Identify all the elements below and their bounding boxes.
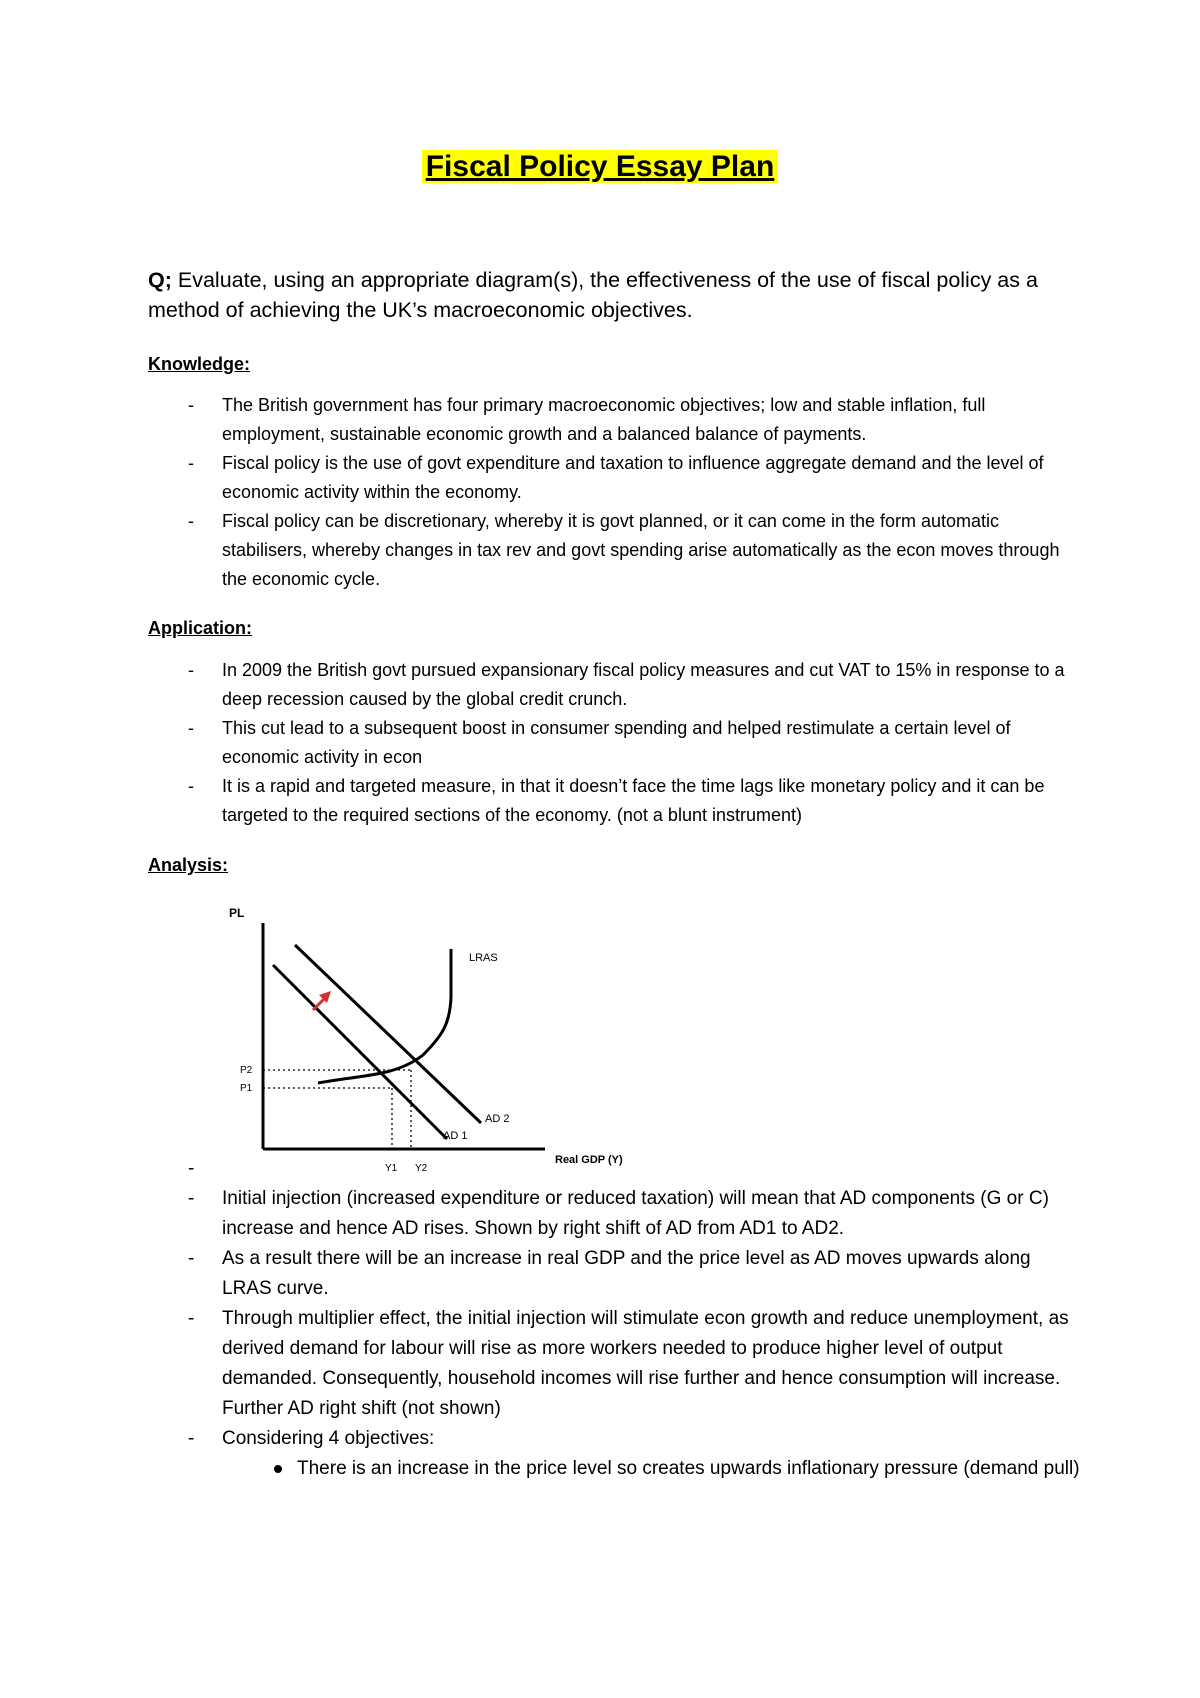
list-item bbox=[0, 1154, 1072, 1184]
list-item-text: Fiscal policy can be discretionary, whereby it is govt planned, or it can come in the form automatic stabilisers, whereby changes in tax rev and govt spending arise automatically as the econ moves through the economic cycle. bbox=[222, 511, 1060, 589]
lras-curve bbox=[318, 949, 451, 1083]
dash-marker: - bbox=[188, 453, 194, 473]
y1-label: Y1 bbox=[385, 1163, 398, 1174]
lras-label: LRAS bbox=[469, 952, 498, 964]
list-item-text: Through multiplier effect, the initial injection will stimulate econ growth and reduce unemployment, as derived demand for labour will rise as more workers needed to produce higher level of output demanded. Consequently, household incomes will rise further and hence consumption will increase. Further AD right shift (not shown) bbox=[222, 1308, 1069, 1419]
list-item bbox=[0, 714, 1072, 772]
p1-label: P1 bbox=[240, 1083, 253, 1094]
y-axis-label: PL bbox=[229, 906, 245, 920]
title-container bbox=[0, 148, 1200, 186]
knowledge-heading: Knowledge: bbox=[148, 354, 250, 374]
sub-list-item-text: There is an increase in the price level so creates upwards inflationary pressure (demand pull) bbox=[297, 1458, 1080, 1479]
list-item bbox=[0, 772, 1072, 830]
list-item bbox=[0, 391, 1072, 449]
dash-marker: - bbox=[188, 1188, 195, 1209]
list-item bbox=[0, 1304, 1072, 1424]
question-label: Q; bbox=[148, 268, 172, 292]
dash-marker: - bbox=[188, 511, 194, 531]
dash-marker: - bbox=[188, 660, 194, 680]
dash-marker: - bbox=[188, 718, 194, 738]
list-item-text: Fiscal policy is the use of govt expenditure and taxation to influence aggregate demand and the level of economic activity within the economy. bbox=[222, 453, 1044, 502]
application-heading: Application: bbox=[148, 618, 252, 638]
list-item-text: This cut lead to a subsequent boost in consumer spending and helped restimulate a certain level of economic activity in econ bbox=[222, 718, 1011, 767]
analysis-list bbox=[0, 1154, 1097, 1484]
dash-marker: - bbox=[188, 395, 194, 415]
application-list bbox=[0, 656, 1072, 830]
list-item-text: The British government has four primary macroeconomic objectives; low and stable inflation, full employment, sustainable economic growth and a balanced balance of payments. bbox=[222, 395, 986, 444]
list-item bbox=[0, 449, 1072, 507]
ad1-curve bbox=[273, 965, 447, 1139]
sub-list-item bbox=[0, 1454, 1097, 1484]
dash-marker: - bbox=[188, 1428, 195, 1449]
list-item-text: As a result there will be an increase in real GDP and the price level as AD moves upwards along LRAS curve. bbox=[222, 1248, 1031, 1299]
x-axis-label: Real GDP (Y) bbox=[555, 1154, 623, 1166]
analysis-heading: Analysis: bbox=[148, 855, 229, 875]
list-item-text: Considering 4 objectives: bbox=[222, 1428, 435, 1449]
list-item-text: In 2009 the British govt pursued expansionary fiscal policy measures and cut VAT to 15% in response to a deep recession caused by the global credit crunch. bbox=[222, 660, 1065, 709]
list-item bbox=[0, 507, 1072, 594]
list-item-text: Initial injection (increased expenditure or reduced taxation) will mean that AD components (G or C) increase and hence AD rises. Shown by right shift of AD from AD1 to AD2. bbox=[222, 1188, 1049, 1239]
list-item-text: It is a rapid and targeted measure, in that it doesn’t face the time lags like monetary policy and it can be targeted to the required sections of the economy. (not a blunt instrument) bbox=[222, 776, 1045, 825]
list-item bbox=[0, 1184, 1072, 1244]
knowledge-list bbox=[0, 391, 1072, 594]
ad2-label: AD 2 bbox=[485, 1113, 510, 1125]
shift-arrow-shaft bbox=[313, 998, 325, 1010]
list-item bbox=[0, 656, 1072, 714]
page-title: Fiscal Policy Essay Plan bbox=[422, 150, 779, 183]
list-item bbox=[0, 1244, 1072, 1304]
question-text: Evaluate, using an appropriate diagram(s), the effectiveness of the use of fiscal policy as a method of achieving the UK’s macroeconomic objectives. bbox=[148, 268, 1038, 322]
essay-question bbox=[148, 265, 1068, 325]
dash-marker: - bbox=[188, 1308, 195, 1329]
list-item bbox=[0, 1424, 1072, 1454]
ad1-label: AD 1 bbox=[443, 1130, 468, 1142]
dash-marker: - bbox=[188, 776, 194, 796]
p2-label: P2 bbox=[240, 1065, 253, 1076]
ad-lras-diagram bbox=[215, 905, 655, 1185]
dash-marker: - bbox=[188, 1248, 195, 1269]
ad2-curve bbox=[295, 945, 481, 1123]
dash-marker: - bbox=[188, 1158, 195, 1179]
bullet-icon bbox=[274, 1465, 282, 1473]
y2-label: Y2 bbox=[415, 1163, 428, 1174]
